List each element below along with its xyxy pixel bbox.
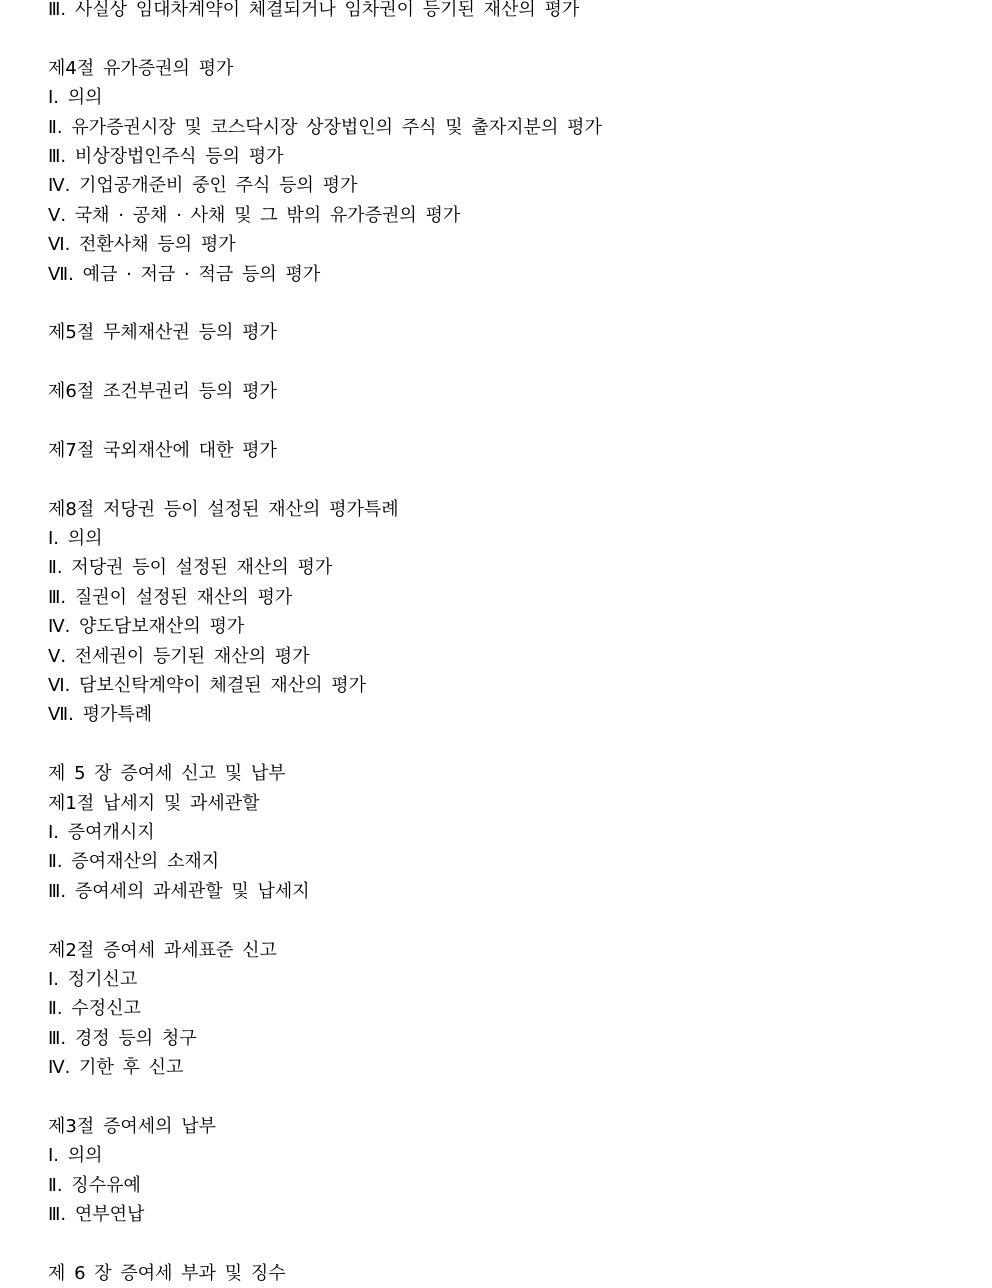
toc-item: Ⅵ. 전환사채 등의 평가: [48, 234, 236, 256]
blank-line: [48, 24, 968, 53]
section-heading: 제4절 유가증권의 평가: [48, 57, 234, 79]
toc-item: Ⅱ. 증여재산의 소재지: [48, 851, 220, 873]
toc-item: Ⅲ. 증여세의 과세관할 및 납세지: [48, 880, 310, 902]
toc-item: Ⅱ. 유가증권시장 및 코스닥시장 상장법인의 주식 및 출자지분의 평가: [48, 116, 602, 138]
toc-item: Ⅴ. 국채 · 공채 · 사채 및 그 밖의 유가증권의 평가: [48, 204, 461, 226]
toc-item: Ⅳ. 양도담보재산의 평가: [48, 616, 245, 638]
toc-item: Ⅳ. 기한 후 신고: [48, 1057, 184, 1079]
toc-item: Ⅲ. 질권이 설정된 재산의 평가: [48, 586, 293, 608]
toc-item: Ⅳ. 기업공개준비 중인 주식 등의 평가: [48, 175, 358, 197]
section-heading: 제3절 증여세의 납부: [48, 1115, 216, 1137]
toc-item: Ⅲ. 사실상 임대차계약이 체결되거나 임차권이 등기된 재산의 평가: [48, 0, 580, 20]
table-of-contents: [48, 0, 968, 1288]
toc-item: Ⅱ. 저당권 등이 설정된 재산의 평가: [48, 557, 333, 579]
section-heading: 제8절 저당권 등이 설정된 재산의 평가특례: [48, 498, 399, 520]
toc-item: Ⅲ. 연부연납: [48, 1204, 145, 1226]
toc-item: Ⅰ. 의의: [48, 528, 103, 550]
blank-line: [48, 465, 968, 494]
toc-item: Ⅶ. 예금 · 저금 · 적금 등의 평가: [48, 263, 321, 285]
section-heading: 제1절 납세지 및 과세관할: [48, 792, 260, 814]
section-heading: 제6절 조건부권리 등의 평가: [48, 381, 277, 403]
toc-item: Ⅲ. 경정 등의 청구: [48, 1027, 197, 1049]
blank-line: [48, 730, 968, 759]
blank-line: [48, 906, 968, 935]
toc-item: Ⅱ. 수정신고: [48, 998, 141, 1020]
blank-line: [48, 406, 968, 435]
section-heading: 제7절 국외재산에 대한 평가: [48, 439, 277, 461]
toc-item: Ⅵ. 담보신탁계약이 체결된 재산의 평가: [48, 674, 367, 696]
toc-item: Ⅰ. 의의: [48, 1145, 103, 1167]
toc-item: Ⅰ. 의의: [48, 87, 103, 109]
blank-line: [48, 348, 968, 377]
toc-item: Ⅱ. 징수유예: [48, 1174, 141, 1196]
toc-item: Ⅲ. 비상장법인주식 등의 평가: [48, 145, 284, 167]
blank-line: [48, 1229, 968, 1258]
section-heading: 제2절 증여세 과세표준 신고: [48, 939, 277, 961]
chapter-heading: 제 6 장 증여세 부과 및 징수: [48, 1262, 286, 1284]
blank-line: [48, 289, 968, 318]
toc-item: Ⅴ. 전세권이 등기된 재산의 평가: [48, 645, 310, 667]
toc-item: Ⅰ. 정기신고: [48, 968, 138, 990]
toc-item: Ⅰ. 증여개시지: [48, 821, 155, 843]
toc-item: Ⅶ. 평가특례: [48, 704, 153, 726]
blank-line: [48, 1082, 968, 1111]
chapter-heading: 제 5 장 증여세 신고 및 납부: [48, 763, 286, 785]
section-heading: 제5절 무체재산권 등의 평가: [48, 322, 277, 344]
